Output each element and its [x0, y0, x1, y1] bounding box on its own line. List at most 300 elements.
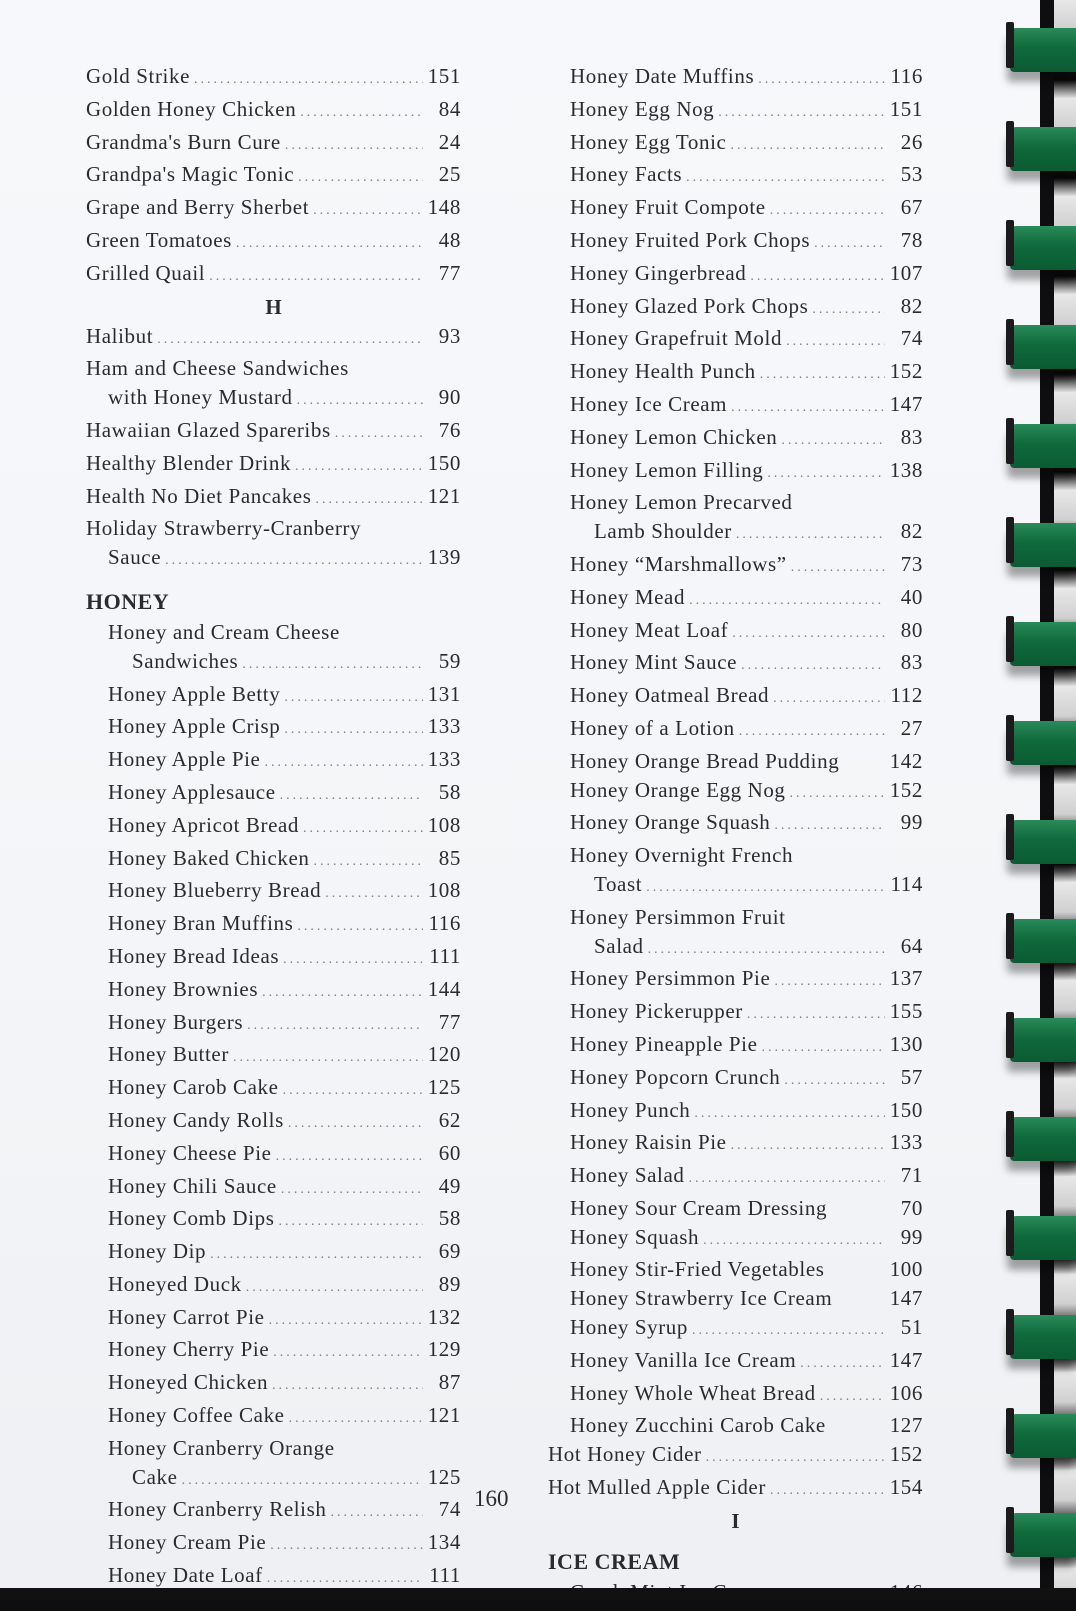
- leader-dots: [747, 1001, 885, 1030]
- entry-page-number: 150: [889, 1097, 923, 1122]
- entry-name: Honey Squash: [570, 1224, 700, 1249]
- entry-name: Honey Carob Cake: [108, 1075, 279, 1100]
- leader-dots: [283, 946, 423, 975]
- index-entry: [548, 517, 923, 550]
- leader-dots: [314, 848, 423, 877]
- entry-name: Honey Gingerbread: [570, 260, 747, 285]
- entry-name: Honeyed Chicken: [108, 1370, 269, 1395]
- leader-dots: [731, 394, 885, 423]
- leader-dots: [303, 815, 423, 844]
- index-column-left: [86, 62, 461, 1594]
- index-entry: [548, 681, 923, 714]
- entry-name: Honey Applesauce: [108, 779, 276, 804]
- binding-ring-icon: [1010, 919, 1076, 963]
- leader-dots: [325, 880, 423, 909]
- leader-dots: [732, 620, 885, 649]
- entry-name: Honey Cranberry Relish: [108, 1497, 327, 1522]
- index-entry: [86, 62, 461, 95]
- entry-name: Honey Punch: [570, 1097, 691, 1122]
- index-entry: [548, 292, 923, 325]
- binding-ring-icon: [1010, 523, 1076, 567]
- index-entry: [548, 870, 923, 903]
- entry-name: Honey Orange Bread Pudding: [570, 748, 840, 773]
- entry-name: Honey Syrup: [570, 1315, 689, 1340]
- index-entry: [86, 1073, 461, 1106]
- entry-name: Sandwiches: [132, 648, 239, 673]
- leader-dots: [281, 1176, 423, 1205]
- index-entry: [548, 1063, 923, 1096]
- entry-name: Honey Ice Cream: [570, 391, 728, 416]
- entry-page-number: 85: [438, 845, 461, 870]
- leader-dots: [770, 197, 885, 226]
- index-entry: [548, 1440, 923, 1473]
- entry-name: Honey Lemon Chicken: [570, 424, 778, 449]
- entry-name: Grandpa's Magic Tonic: [86, 162, 295, 187]
- entry-name: Honey Salad: [570, 1163, 685, 1188]
- entry-page-number: 148: [427, 195, 461, 220]
- entry-name: Honey Apricot Bread: [108, 812, 300, 837]
- entry-name: Honey Raisin Pie: [570, 1130, 727, 1155]
- comb-binding: [976, 0, 1076, 1588]
- entry-page-number: 134: [427, 1530, 461, 1555]
- leader-dots: [718, 99, 885, 128]
- leader-dots: [280, 782, 423, 811]
- leader-dots: [264, 749, 423, 778]
- leader-dots: [814, 230, 885, 259]
- index-entry: [86, 259, 461, 292]
- index-entry: [548, 1284, 923, 1313]
- index-entry: [548, 1128, 923, 1161]
- entry-name: Honey Stir-Fried Vegetables: [570, 1257, 825, 1282]
- entry-page-number: 82: [900, 293, 923, 318]
- entry-page-number: 133: [889, 1130, 923, 1155]
- index-entry: [548, 488, 923, 517]
- entry-page-number: 78: [900, 227, 923, 252]
- entry-page-number: 74: [900, 326, 923, 351]
- index-entry: [86, 95, 461, 128]
- entry-name: Honey Lemon Precarved: [570, 490, 793, 515]
- index-entry: [548, 324, 923, 357]
- entry-page-number: 150: [427, 450, 461, 475]
- index-entry: [86, 844, 461, 877]
- index-entry: [548, 1194, 923, 1223]
- entry-page-number: 99: [900, 1224, 923, 1249]
- entry-page-number: 121: [427, 1403, 461, 1428]
- index-entry: [548, 259, 923, 292]
- leader-dots: [736, 521, 885, 550]
- entry-page-number: 152: [889, 777, 923, 802]
- entry-name: Holiday Strawberry-Cranberry: [86, 516, 362, 541]
- entry-page-number: 121: [427, 483, 461, 508]
- leader-dots: [273, 1339, 423, 1368]
- leader-dots: [689, 1165, 886, 1194]
- leader-dots: [242, 651, 423, 680]
- entry-name: Honey Date Loaf: [108, 1563, 263, 1588]
- leader-dots: [295, 453, 423, 482]
- binding-ring-icon: [1010, 1018, 1076, 1062]
- entry-name: Honey Bread Ideas: [108, 943, 280, 968]
- index-entry: [548, 808, 923, 841]
- entry-page-number: 24: [438, 129, 461, 154]
- leader-dots: [731, 1132, 885, 1161]
- index-letter-heading: I: [731, 1508, 740, 1533]
- entry-page-number: 25: [438, 162, 461, 187]
- leader-dots: [246, 1274, 423, 1303]
- index-entry: [548, 903, 923, 932]
- entry-page-number: 155: [889, 999, 923, 1024]
- entry-name: Honey Date Muffins: [570, 64, 755, 88]
- entry-name: Salad: [594, 933, 644, 958]
- entry-page-number: 76: [438, 417, 461, 442]
- entry-page-number: 84: [438, 96, 461, 121]
- leader-dots: [800, 1350, 885, 1379]
- entry-name: Healthy Blender Drink: [86, 450, 292, 475]
- entry-name: Honey Apple Pie: [108, 747, 261, 772]
- index-entry: [86, 383, 461, 416]
- entry-page-number: 69: [438, 1239, 461, 1264]
- index-entry: [548, 95, 923, 128]
- index-entry: [86, 1008, 461, 1041]
- entry-name: Honey Oatmeal Bread: [570, 683, 770, 708]
- entry-name: Honey Burgers: [108, 1009, 244, 1034]
- binding-ring-icon: [1010, 1513, 1076, 1557]
- index-entry: [548, 583, 923, 616]
- leader-dots: [689, 587, 885, 616]
- entry-name: Health No Diet Pancakes: [86, 483, 312, 508]
- leader-dots: [210, 1241, 423, 1270]
- index-entry: [86, 514, 461, 543]
- leader-dots: [297, 913, 423, 942]
- binding-ring-icon: [1010, 226, 1076, 270]
- entry-name: Hot Honey Cider: [548, 1442, 702, 1467]
- leader-dots: [812, 296, 885, 325]
- entry-name: Honey Orange Egg Nog: [570, 777, 786, 802]
- entry-name: Honey Apple Betty: [108, 681, 281, 706]
- leader-dots: [703, 1227, 885, 1256]
- entry-page-number: 48: [438, 227, 461, 252]
- entry-name: Honey Zucchini Carob Cake: [570, 1413, 826, 1438]
- binding-ring-icon: [1010, 325, 1076, 369]
- leader-dots: [820, 1383, 885, 1412]
- leader-dots: [686, 164, 885, 193]
- index-entry: [86, 876, 461, 909]
- entry-name: Honey Facts: [570, 162, 683, 187]
- entry-name: Honey Baked Chicken: [108, 845, 310, 870]
- index-entry: [548, 456, 923, 489]
- entry-name: Honey Pickerupper: [570, 999, 743, 1024]
- entry-name: Honey Mead: [570, 584, 686, 609]
- index-entry: [548, 390, 923, 423]
- leader-dots: [272, 1372, 423, 1401]
- entry-name: Honey Cheese Pie: [108, 1140, 272, 1165]
- index-entry: [86, 160, 461, 193]
- index-entry: [548, 932, 923, 965]
- entry-name: Honey Mint Sauce: [570, 650, 738, 675]
- index-entry: [86, 1368, 461, 1401]
- leader-dots: [279, 1208, 424, 1237]
- entry-page-number: 26: [900, 129, 923, 154]
- entry-page-number: 130: [889, 1031, 923, 1056]
- entry-page-number: 49: [438, 1173, 461, 1198]
- binding-ring-icon: [1010, 1315, 1076, 1359]
- entry-name: Green Tomatoes: [86, 227, 232, 252]
- entry-name: Honey Fruit Compote: [570, 195, 766, 220]
- index-entry: [548, 62, 923, 95]
- leader-dots: [285, 132, 423, 161]
- leader-dots: [284, 716, 423, 745]
- entry-page-number: 87: [438, 1370, 461, 1395]
- index-entry: [86, 618, 461, 647]
- entry-page-number: 137: [889, 966, 923, 991]
- entry-name: Honey Cream Pie: [108, 1530, 267, 1555]
- entry-name: Grilled Quail: [86, 260, 206, 285]
- entry-name: Honey Lemon Filling: [570, 457, 764, 482]
- index-entry: [548, 128, 923, 161]
- entry-name: Honey Overnight French: [570, 843, 794, 868]
- index-entry: [548, 1096, 923, 1129]
- index-entry: [86, 1434, 461, 1463]
- entry-name: Hawaiian Glazed Spareribs: [86, 417, 331, 442]
- page-bottom-edge: [0, 1588, 1076, 1600]
- entry-name: Honey Carrot Pie: [108, 1304, 265, 1329]
- entry-page-number: 116: [428, 911, 461, 936]
- entry-name: Honey Comb Dips: [108, 1206, 275, 1231]
- entry-name: Golden Honey Chicken: [86, 96, 297, 121]
- entry-page-number: 147: [889, 1347, 923, 1372]
- index-entry: [548, 550, 923, 583]
- leader-dots: [784, 1067, 885, 1096]
- leader-dots: [209, 263, 423, 292]
- entry-name: Honey Meat Loaf: [570, 617, 729, 642]
- index-entry: [86, 1463, 461, 1496]
- leader-dots: [790, 780, 885, 809]
- index-entry: [548, 1030, 923, 1063]
- index-entry: [86, 1270, 461, 1303]
- entry-name: Honey Pineapple Pie: [570, 1031, 758, 1056]
- entry-page-number: 93: [438, 323, 461, 348]
- entry-name: Honey Orange Squash: [570, 810, 771, 835]
- entry-page-number: 60: [438, 1140, 461, 1165]
- binding-ring-icon: [1010, 622, 1076, 666]
- leader-dots: [288, 1110, 423, 1139]
- entry-page-number: 111: [429, 943, 461, 968]
- entry-page-number: 99: [900, 810, 923, 835]
- entry-name: Honeyed Duck: [108, 1271, 242, 1296]
- leader-dots: [760, 361, 885, 390]
- entry-page-number: 80: [900, 617, 923, 642]
- entry-name: Toast: [594, 871, 643, 896]
- leader-dots: [767, 460, 885, 489]
- leader-dots: [298, 164, 423, 193]
- leader-dots: [300, 99, 423, 128]
- index-entry: [548, 616, 923, 649]
- entry-page-number: 83: [900, 424, 923, 449]
- leader-dots: [297, 387, 423, 416]
- entry-page-number: 73: [900, 551, 923, 576]
- entry-name: Honey Popcorn Crunch: [570, 1064, 781, 1089]
- leader-dots: [165, 547, 423, 576]
- entry-page-number: 57: [900, 1064, 923, 1089]
- entry-name: Sauce: [108, 545, 162, 570]
- entry-page-number: 152: [889, 359, 923, 384]
- entry-page-number: 138: [889, 457, 923, 482]
- index-entry: [86, 745, 461, 778]
- index-letter-heading: H: [265, 294, 282, 319]
- index-entry: [548, 1346, 923, 1379]
- index-entry: [86, 680, 461, 713]
- index-entry: [86, 322, 461, 355]
- entry-page-number: 125: [427, 1075, 461, 1100]
- leader-dots: [762, 1034, 885, 1063]
- index-entry: [86, 975, 461, 1008]
- leader-dots: [157, 326, 423, 355]
- entry-page-number: 111: [429, 1563, 461, 1588]
- leader-dots: [313, 197, 423, 226]
- index-entry: [86, 942, 461, 975]
- index-entry: [86, 1495, 461, 1528]
- index-section-heading: ICE CREAM: [548, 1548, 681, 1574]
- entry-name: Honey Candy Rolls: [108, 1107, 284, 1132]
- entry-name: Honey Grapefruit Mold: [570, 326, 783, 351]
- index-entry: [86, 193, 461, 226]
- entry-page-number: 89: [438, 1271, 461, 1296]
- page-number: 160: [474, 1486, 509, 1511]
- entry-page-number: 144: [427, 976, 461, 1001]
- index-entry: [548, 1223, 923, 1256]
- binding-ring-icon: [1010, 820, 1076, 864]
- index-entry: [548, 1379, 923, 1412]
- entry-page-number: 106: [889, 1380, 923, 1405]
- entry-name: Ham and Cheese Sandwiches: [86, 356, 349, 381]
- index-entry: [548, 648, 923, 681]
- index-entry: [86, 811, 461, 844]
- entry-page-number: 116: [890, 64, 923, 88]
- entry-name: Honey Sour Cream Dressing: [570, 1195, 828, 1220]
- index-entry: [548, 423, 923, 456]
- index-entry: [548, 357, 923, 390]
- leader-dots: [791, 554, 885, 583]
- leader-dots: [739, 718, 885, 747]
- leader-dots: [774, 812, 885, 841]
- entry-name: Honey Persimmon Fruit: [570, 904, 786, 929]
- entry-page-number: 114: [890, 871, 923, 896]
- index-entry: [548, 193, 923, 226]
- entry-page-number: 67: [900, 195, 923, 220]
- leader-dots: [194, 66, 423, 95]
- index-entry: [548, 747, 923, 776]
- entry-name: Honey Vanilla Ice Cream: [570, 1347, 797, 1372]
- index-entry: [86, 1303, 461, 1336]
- index-entry: [548, 1313, 923, 1346]
- index-entry: [86, 1040, 461, 1073]
- index-entry: [86, 1237, 461, 1270]
- entry-page-number: 64: [900, 933, 923, 958]
- index-entry: [86, 1401, 461, 1434]
- entry-page-number: 133: [427, 714, 461, 739]
- entry-page-number: 139: [427, 545, 461, 570]
- entry-name: Honey Bran Muffins: [108, 911, 294, 936]
- index-entry: [86, 909, 461, 942]
- entry-name: Gold Strike: [86, 64, 191, 88]
- index-entry: [86, 543, 461, 576]
- entry-name: Honey Glazed Pork Chops: [570, 293, 809, 318]
- entry-page-number: 132: [427, 1304, 461, 1329]
- entry-page-number: 71: [900, 1163, 923, 1188]
- entry-name: Honey Persimmon Pie: [570, 966, 771, 991]
- entry-name: Honey Whole Wheat Bread: [570, 1380, 816, 1405]
- index-entry: [548, 841, 923, 870]
- entry-name: Honey Dip: [108, 1239, 207, 1264]
- leader-dots: [236, 230, 423, 259]
- entry-name: Halibut: [86, 323, 154, 348]
- entry-page-number: 112: [890, 683, 923, 708]
- entry-page-number: 151: [427, 64, 461, 88]
- entry-page-number: 151: [889, 96, 923, 121]
- index-entry: [86, 1139, 461, 1172]
- entry-page-number: 74: [438, 1497, 461, 1522]
- entry-page-number: 82: [900, 519, 923, 544]
- leader-dots: [750, 263, 885, 292]
- entry-name: Honey Apple Crisp: [108, 714, 281, 739]
- entry-page-number: 58: [438, 1206, 461, 1231]
- leader-dots: [284, 684, 423, 713]
- index-section-heading: HONEY: [86, 588, 170, 614]
- index-entry: [86, 1335, 461, 1368]
- entry-page-number: 127: [889, 1413, 923, 1438]
- entry-page-number: 147: [889, 1286, 923, 1311]
- entry-name: Honey Chili Sauce: [108, 1173, 277, 1198]
- entry-page-number: 152: [889, 1442, 923, 1467]
- entry-page-number: 40: [900, 584, 923, 609]
- entry-page-number: 59: [438, 648, 461, 673]
- entry-page-number: 133: [427, 747, 461, 772]
- entry-page-number: 51: [900, 1315, 923, 1340]
- leader-dots: [694, 1100, 885, 1129]
- index-entry: [86, 226, 461, 259]
- entry-page-number: 83: [900, 650, 923, 675]
- entry-page-number: 77: [438, 260, 461, 285]
- leader-dots: [276, 1143, 423, 1172]
- entry-page-number: 100: [889, 1257, 923, 1282]
- leader-dots: [706, 1444, 885, 1473]
- leader-dots: [774, 968, 885, 997]
- leader-dots: [741, 652, 885, 681]
- entry-name: Hot Mulled Apple Cider: [548, 1475, 766, 1500]
- index-entry: [548, 714, 923, 747]
- index-entry: [548, 964, 923, 997]
- index-entry: [548, 776, 923, 809]
- entry-name: Cake: [132, 1464, 178, 1489]
- index-entry: [548, 1161, 923, 1194]
- entry-name: Honey Egg Tonic: [570, 129, 727, 154]
- entry-name: Honey Cherry Pie: [108, 1337, 270, 1362]
- leader-dots: [270, 1532, 423, 1561]
- leader-dots: [692, 1317, 885, 1346]
- index-entry: [86, 778, 461, 811]
- entry-page-number: 108: [427, 812, 461, 837]
- leader-dots: [758, 66, 885, 95]
- leader-dots: [269, 1307, 423, 1336]
- index-entry: [86, 647, 461, 680]
- index-entry: [548, 160, 923, 193]
- index-entry: [86, 354, 461, 383]
- leader-dots: [730, 132, 885, 161]
- entry-name: Honey Health Punch: [570, 359, 756, 384]
- entry-page-number: 70: [900, 1195, 923, 1220]
- entry-name: Honey Coffee Cake: [108, 1403, 285, 1428]
- leader-dots: [648, 936, 885, 965]
- index-entry: [548, 1473, 923, 1506]
